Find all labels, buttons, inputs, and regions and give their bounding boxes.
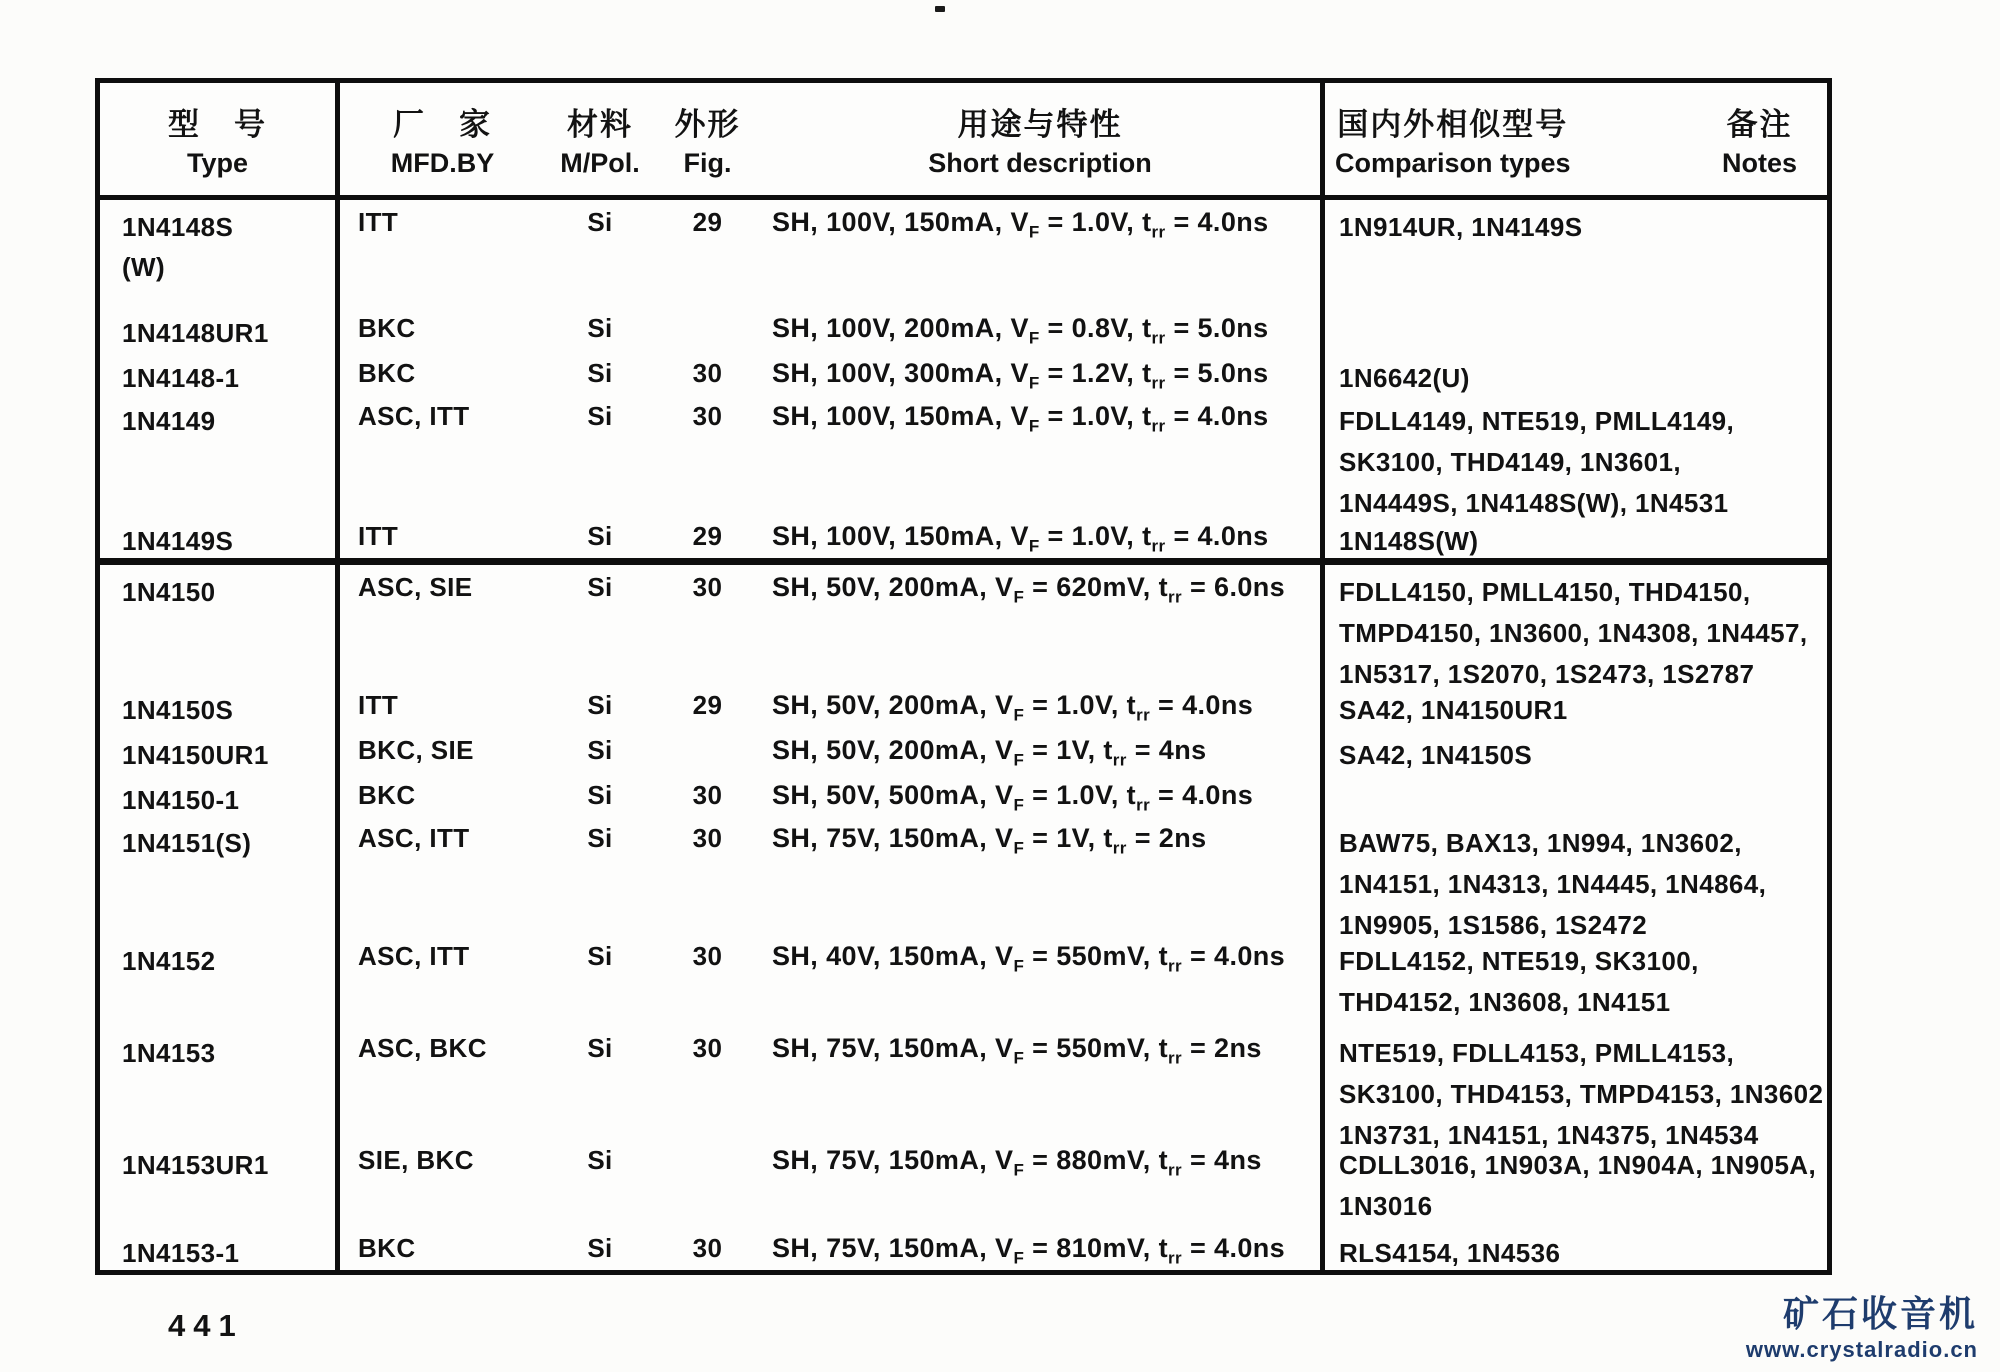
material-cell: Si bbox=[587, 521, 613, 551]
type-cell: 1N4149S bbox=[100, 514, 340, 562]
material-cell: Si bbox=[587, 941, 613, 971]
header-description bbox=[760, 83, 1325, 195]
header-manufacturer-cn: 厂 家 bbox=[393, 107, 492, 142]
description-cell: SH, 100V, 150mA, $V_F = 1.0V$, $t_{rr} = 4.0ns$ bbox=[760, 514, 1325, 562]
description-cell: SH, 100V, 300mA, $V_F = 1.2V$, $t_{rr} = 5.0ns$ bbox=[760, 351, 1325, 399]
table-row bbox=[100, 773, 1827, 816]
manufacturer-cell: BKC bbox=[358, 358, 416, 388]
table-header-row bbox=[100, 83, 1827, 200]
header-comparison bbox=[1335, 99, 1571, 179]
page-number: 441 bbox=[168, 1308, 244, 1343]
comparison-cell: SA42, 1N4150UR1 bbox=[1339, 695, 1568, 725]
material-cell: Si bbox=[587, 313, 613, 343]
manufacturer-cell: BKC bbox=[358, 313, 416, 343]
manufacturer-cell: ASC, BKC bbox=[358, 1033, 487, 1063]
header-type-cn: 型 号 bbox=[168, 107, 267, 142]
manufacturer-cell: ASC, SIE bbox=[358, 572, 473, 602]
type-cell: 1N4148S (W) bbox=[100, 200, 340, 306]
comparison-cell: SA42, 1N4150S bbox=[1339, 740, 1533, 770]
material-cell: Si bbox=[587, 401, 613, 431]
header-description-cn: 用途与特性 bbox=[957, 107, 1123, 142]
figure-cell: 30 bbox=[692, 941, 723, 971]
table-row bbox=[100, 200, 1827, 306]
material-cell: Si bbox=[587, 207, 613, 237]
figure-cell: 29 bbox=[692, 521, 723, 551]
figure-cell: 29 bbox=[692, 690, 723, 720]
manufacturer-cell: ASC, ITT bbox=[358, 823, 470, 853]
description-cell: SH, 100V, 200mA, $V_F = 0.8V$, $t_{rr} = 5.0ns$ bbox=[760, 306, 1325, 353]
comparison-cell: 1N148S(W) bbox=[1339, 526, 1479, 556]
type-cell: 1N4150S bbox=[100, 683, 340, 731]
type-cell: 1N4150UR1 bbox=[100, 728, 340, 776]
table-row bbox=[100, 565, 1827, 689]
watermark bbox=[1746, 1294, 1978, 1362]
figure-cell: 30 bbox=[692, 823, 723, 853]
header-manufacturer bbox=[340, 83, 545, 195]
figure-cell: 30 bbox=[692, 780, 723, 810]
type-cell: 1N4150 bbox=[100, 565, 340, 695]
manufacturer-cell: BKC bbox=[358, 780, 416, 810]
header-figure bbox=[655, 83, 760, 195]
manufacturer-cell: BKC, SIE bbox=[358, 735, 474, 765]
comparison-cell: FDLL4150, PMLL4150, THD4150, TMPD4150, 1N3600, 1N4308, 1N4457, 1N5317, 1S2070, 1S2473, 1S2787 bbox=[1339, 577, 1808, 689]
type-cell: 1N4152 bbox=[100, 934, 340, 1026]
watermark-site-name: 矿石收音机 bbox=[1782, 1293, 1978, 1334]
type-cell: 1N4151(S) bbox=[100, 816, 340, 946]
description-cell: SH, 75V, 150mA, $V_F = 810mV$, $t_{rr} = 4.0ns$ bbox=[760, 1226, 1325, 1274]
table-row bbox=[100, 816, 1827, 940]
figure-cell: 30 bbox=[692, 1033, 723, 1063]
header-manufacturer-en: MFD.BY bbox=[390, 148, 495, 178]
description-cell: SH, 75V, 150mA, $V_F = 550mV$, $t_{rr} = 2ns$ bbox=[760, 1026, 1325, 1156]
type-cell: 1N4153 bbox=[100, 1026, 340, 1156]
table-row bbox=[100, 1138, 1827, 1226]
description-cell: SH, 50V, 500mA, $V_F = 1.0V$, $t_{rr} = 4.0ns$ bbox=[760, 773, 1325, 820]
table-row bbox=[100, 1026, 1827, 1150]
description-cell: SH, 100V, 150mA, $V_F = 1.0V$, $t_{rr} = 4.0ns$ bbox=[760, 200, 1325, 306]
comparison-cell: FDLL4149, NTE519, PMLL4149, SK3100, THD4149, 1N3601, 1N4449S, 1N4148S(W), 1N4531 bbox=[1339, 406, 1735, 518]
description-cell: SH, 50V, 200mA, $V_F = 1V$, $t_{rr} = 4ns$ bbox=[760, 728, 1325, 776]
header-material bbox=[545, 83, 655, 195]
description-cell: SH, 100V, 150mA, $V_F = 1.0V$, $t_{rr} = 4.0ns$ bbox=[760, 394, 1325, 524]
description-cell: SH, 40V, 150mA, $V_F = 550mV$, $t_{rr} = 4.0ns$ bbox=[760, 934, 1325, 1026]
comparison-cell bbox=[1325, 773, 1827, 820]
header-type-en: Type bbox=[186, 148, 248, 178]
manufacturer-cell: ITT bbox=[358, 690, 399, 720]
material-cell: Si bbox=[587, 572, 613, 602]
header-figure-en: Fig. bbox=[683, 148, 732, 178]
header-notes-cn: 备注 bbox=[1726, 107, 1793, 142]
table-row bbox=[100, 728, 1827, 773]
manufacturer-cell: ITT bbox=[358, 521, 399, 551]
header-comparison-cn: 国内外相似型号 bbox=[1337, 107, 1569, 142]
material-cell: Si bbox=[587, 358, 613, 388]
comparison-cell: FDLL4152, NTE519, SK3100, THD4152, 1N3608, 1N4151 bbox=[1339, 946, 1699, 1017]
header-notes bbox=[1722, 99, 1797, 179]
description-cell: SH, 75V, 150mA, $V_F = 1V$, $t_{rr} = 2ns$ bbox=[760, 816, 1325, 946]
figure-cell: 30 bbox=[692, 358, 723, 388]
manufacturer-cell: ASC, ITT bbox=[358, 941, 470, 971]
table-row bbox=[100, 934, 1827, 1026]
table-row bbox=[100, 394, 1827, 518]
header-type bbox=[100, 83, 340, 195]
figure-cell: 30 bbox=[692, 1233, 723, 1263]
table-row bbox=[100, 1226, 1827, 1270]
header-notes-en: Notes bbox=[1721, 148, 1797, 178]
material-cell: Si bbox=[587, 823, 613, 853]
component-table bbox=[95, 78, 1832, 1275]
material-cell: Si bbox=[587, 780, 613, 810]
figure-cell: 30 bbox=[692, 572, 723, 602]
table-row bbox=[100, 306, 1827, 351]
comparison-cell bbox=[1325, 306, 1827, 353]
type-cell: 1N4148UR1 bbox=[100, 306, 340, 353]
figure-cell bbox=[655, 728, 760, 776]
figure-cell bbox=[655, 306, 760, 353]
material-cell: Si bbox=[587, 690, 613, 720]
table-section-1n4150 bbox=[100, 565, 1827, 1270]
type-cell: 1N4150-1 bbox=[100, 773, 340, 820]
header-material-cn: 材料 bbox=[567, 107, 633, 142]
figure-cell bbox=[655, 1138, 760, 1227]
figure-cell: 30 bbox=[692, 401, 723, 431]
manufacturer-cell: ITT bbox=[358, 207, 399, 237]
table-section-1n4148 bbox=[100, 200, 1827, 558]
comparison-cell: 1N914UR, 1N4149S bbox=[1339, 212, 1583, 242]
type-cell: 1N4153-1 bbox=[100, 1226, 340, 1274]
description-cell: SH, 50V, 200mA, $V_F = 620mV$, $t_{rr} = 6.0ns$ bbox=[760, 565, 1325, 695]
comparison-cell: RLS4154, 1N4536 bbox=[1339, 1238, 1561, 1268]
header-material-en: M/Pol. bbox=[560, 148, 640, 178]
type-cell: 1N4148-1 bbox=[100, 351, 340, 399]
figure-cell: 29 bbox=[692, 207, 723, 237]
comparison-cell: 1N6642(U) bbox=[1339, 363, 1470, 393]
watermark-site-url: www.crystalradio.cn bbox=[1745, 1336, 1978, 1362]
description-cell: SH, 50V, 200mA, $V_F = 1.0V$, $t_{rr} = 4.0ns$ bbox=[760, 683, 1325, 731]
header-figure-cn: 外形 bbox=[674, 107, 741, 142]
header-comparison-en: Comparison types bbox=[1335, 148, 1571, 178]
comparison-cell: NTE519, FDLL4153, PMLL4153, SK3100, THD4153, TMPD4153, 1N3602 1N3731, 1N4151, 1N4375, 1N4534 bbox=[1339, 1038, 1824, 1150]
material-cell: Si bbox=[587, 1033, 613, 1063]
manufacturer-cell: SIE, BKC bbox=[358, 1145, 474, 1175]
description-cell: SH, 75V, 150mA, $V_F = 880mV$, $t_{rr} = 4ns$ bbox=[760, 1138, 1325, 1227]
header-description-en: Short description bbox=[928, 148, 1152, 178]
material-cell: Si bbox=[587, 735, 613, 765]
header-comparison-notes bbox=[1325, 83, 1827, 195]
material-cell: Si bbox=[587, 1145, 613, 1175]
type-cell: 1N4153UR1 bbox=[100, 1138, 340, 1227]
type-cell: 1N4149 bbox=[100, 394, 340, 524]
comparison-cell: CDLL3016, 1N903A, 1N904A, 1N905A, 1N3016 bbox=[1339, 1150, 1817, 1221]
material-cell: Si bbox=[587, 1233, 613, 1263]
table-row bbox=[100, 514, 1827, 558]
table-row bbox=[100, 683, 1827, 728]
comparison-cell: BAW75, BAX13, 1N994, 1N3602, 1N4151, 1N4313, 1N4445, 1N4864, 1N9905, 1S1586, 1S2472 bbox=[1339, 828, 1767, 940]
manufacturer-cell: BKC bbox=[358, 1233, 416, 1263]
table-row bbox=[100, 351, 1827, 394]
manufacturer-cell: ASC, ITT bbox=[358, 401, 470, 431]
scan-artifact-dot bbox=[935, 6, 945, 12]
